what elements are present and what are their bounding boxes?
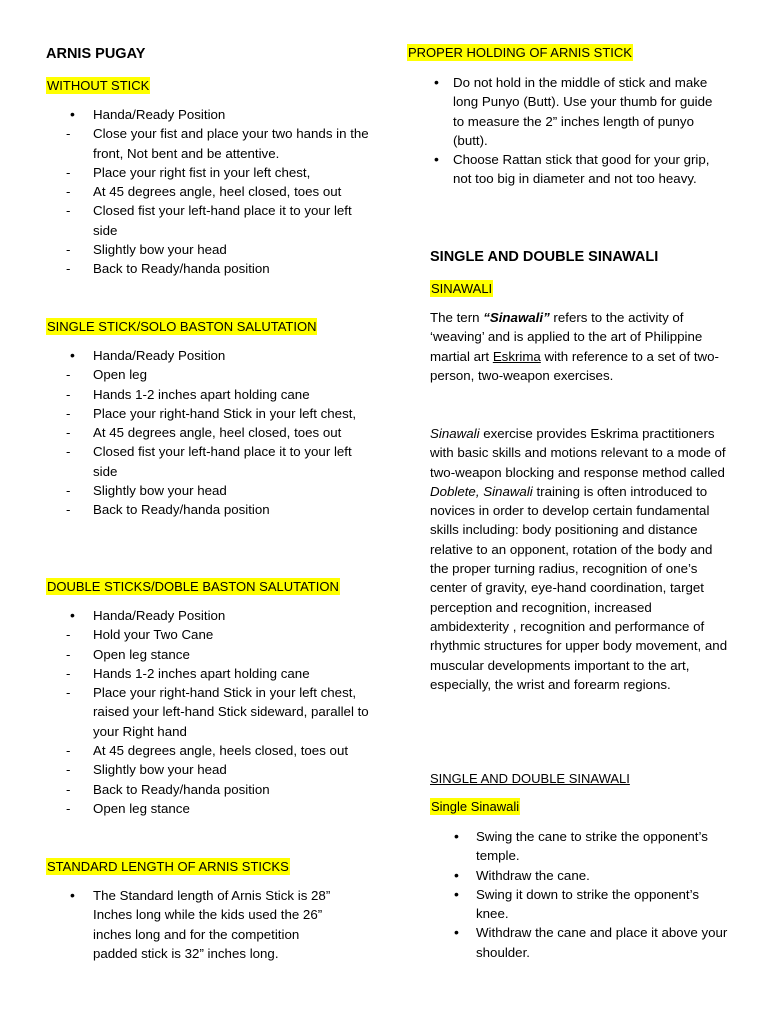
list-item-text: Swing it down to strike the opponent’s knee.	[476, 886, 699, 922]
dash-marker	[66, 365, 86, 384]
dash-marker	[66, 124, 86, 143]
list-item-text: Back to Ready/handa position	[93, 261, 270, 277]
list-item	[46, 606, 371, 625]
list-item-text: At 45 degrees angle, heel closed, toes out	[93, 184, 342, 200]
list-item	[46, 201, 371, 240]
list-standard-length	[46, 886, 346, 963]
dash-marker	[66, 481, 86, 500]
list-item-text: Close your fist and place your two hands in the front, Not bent and be attentive.	[93, 126, 369, 161]
list-item-text: Hold your Two Cane	[93, 627, 214, 643]
dash-marker	[66, 442, 86, 461]
list-item	[46, 259, 371, 278]
list-item-text: Place your right-hand Stick in your left chest, raised your left-hand Stick sideward, parallel to your Right hand	[93, 685, 369, 739]
list-item-text: Withdraw the cane.	[476, 867, 590, 883]
list-item-text: Back to Ready/handa position	[93, 781, 270, 797]
subheading-single-double-sinawali: SINGLE AND DOUBLE SINAWALI	[430, 771, 630, 786]
list-item	[46, 664, 371, 683]
dash-marker	[66, 385, 86, 404]
bullet-icon	[450, 827, 470, 846]
list-item	[46, 423, 371, 442]
heading-proper-holding: PROPER HOLDING OF ARNIS STICK	[408, 45, 632, 60]
list-item-text: Open leg stance	[93, 646, 190, 662]
list-item	[430, 827, 730, 866]
list-item	[430, 866, 730, 885]
list-item	[430, 923, 730, 962]
list-item	[46, 683, 371, 741]
dash-marker	[66, 799, 86, 818]
list-item	[430, 150, 720, 189]
list-double-sticks	[46, 606, 371, 818]
list-single-stick	[46, 346, 371, 520]
list-item-text: Handa/Ready Position	[93, 348, 226, 363]
dash-marker	[66, 500, 86, 519]
list-item-text: Slightly bow your head	[93, 483, 227, 499]
list-item	[46, 799, 371, 818]
list-item-text: Open leg stance	[93, 800, 190, 816]
list-item-text: Closed fist your left-hand place it to your left side	[93, 203, 352, 238]
sinawali-paragraph-1: The tern “Sinawali” refers to the activity of ‘weaving’ and is applied to the art of Philippine martial art Eskrima with reference to a set of two-person, two-weapon exercises.	[430, 310, 719, 383]
list-item	[46, 645, 371, 664]
heading-without-stick: WITHOUT STICK	[47, 78, 150, 93]
page-title: ARNIS PUGAY	[46, 46, 146, 62]
list-item	[46, 481, 371, 500]
list-item-text: Handa/Ready Position	[93, 608, 226, 623]
dash-marker	[66, 423, 86, 442]
list-proper-holding	[430, 73, 720, 189]
bullet-icon	[66, 105, 86, 124]
list-item-text: The Standard length of Arnis Stick is 28” Inches long while the kids used the 26” inches long and for the competition padded stick is 32” inches long.	[93, 888, 331, 961]
list-item	[46, 500, 371, 519]
bullet-icon	[430, 150, 450, 169]
list-single-sinawali	[430, 827, 730, 962]
list-item-text: At 45 degrees angle, heels closed, toes out	[93, 743, 349, 759]
dash-marker	[66, 760, 86, 779]
dash-marker	[66, 259, 86, 278]
list-item	[46, 163, 371, 182]
dash-marker	[66, 645, 86, 664]
list-item-text: Back to Ready/handa position	[93, 502, 270, 518]
list-item	[46, 240, 371, 259]
heading-single-stick: SINGLE STICK/SOLO BASTON SALUTATION	[47, 319, 317, 334]
list-item	[46, 365, 371, 384]
list-item	[46, 124, 371, 163]
dash-marker	[66, 163, 86, 182]
eskrima-link: Eskrima	[492, 348, 541, 364]
dash-marker	[66, 182, 86, 201]
dash-marker	[66, 664, 86, 683]
list-item	[46, 886, 346, 963]
list-item-text: Place your right-hand Stick in your left chest,	[93, 405, 357, 421]
heading-standard-length: STANDARD LENGTH OF ARNIS STICKS	[47, 859, 289, 874]
list-item-text: Slightly bow your head	[93, 242, 227, 258]
list-item	[46, 105, 371, 124]
list-item	[46, 741, 371, 760]
list-item-text: At 45 degrees angle, heel closed, toes out	[93, 425, 342, 441]
list-item	[46, 346, 371, 365]
dash-marker	[66, 683, 86, 702]
list-item	[46, 780, 371, 799]
bullet-icon	[66, 606, 86, 625]
sinawali-paragraph-2: Sinawali exercise provides Eskrima practitioners with basic skills and motions relevant to a mode of two-weapon blocking and response method called Doblete, Sinawali training is often introduced to novices in order to develop certain fundamental skills including: body positioning and distance relative to an opponent, rotation of the body and the proper turning radius, recognition of one’s center of gravity, eye-hand coordination, target perception and recognition, increased ambidexterity , recognition and performance of rhythmic structures for upper body movement, and muscular developments important to the art, especially, the wrist and forearm regions.	[430, 426, 728, 692]
bullet-icon	[450, 923, 470, 942]
list-item-text: Open leg	[93, 367, 147, 383]
list-item	[46, 404, 371, 423]
list-item-text: Swing the cane to strike the opponent’s temple.	[476, 829, 708, 864]
list-without-stick	[46, 105, 371, 279]
dash-marker	[66, 741, 86, 760]
list-item	[430, 885, 730, 924]
list-item	[46, 182, 371, 201]
heading-single-sinawali: Single Sinawali	[431, 799, 520, 814]
dash-marker	[66, 201, 86, 220]
dash-marker	[66, 404, 86, 423]
list-item-text: Withdraw the cane and place it above your shoulder.	[476, 925, 728, 960]
bullet-icon	[66, 886, 86, 905]
list-item-text: Closed fist your left-hand place it to your left side	[93, 444, 352, 479]
list-item-text: Hands 1-2 inches apart holding cane	[93, 665, 310, 681]
heading-double-sticks: DOUBLE STICKS/DOBLE BASTON SALUTATION	[47, 579, 339, 594]
bullet-icon	[430, 73, 450, 92]
bullet-icon	[450, 866, 470, 885]
list-item-text: Do not hold in the middle of stick and make long Punyo (Butt). Use your thumb for guide to measure the 2” inches length of punyo (butt).	[453, 75, 713, 148]
heading-sinawali: SINAWALI	[431, 281, 493, 296]
dash-marker	[66, 240, 86, 259]
list-item	[46, 625, 371, 644]
list-item	[430, 73, 720, 150]
list-item-text: Choose Rattan stick that good for your grip, not too big in diameter and not too heavy.	[453, 152, 710, 187]
list-item	[46, 760, 371, 779]
list-item	[46, 442, 371, 481]
dash-marker	[66, 625, 86, 644]
bullet-icon	[66, 346, 86, 365]
list-item	[46, 385, 371, 404]
list-item-text: Place your right fist in your left chest,	[93, 164, 311, 180]
list-item-text: Handa/Ready Position	[93, 107, 226, 122]
section-title-sinawali: SINGLE AND DOUBLE SINAWALI	[430, 249, 659, 265]
bullet-icon	[450, 885, 470, 904]
list-item-text: Slightly bow your head	[93, 762, 227, 778]
dash-marker	[66, 780, 86, 799]
list-item-text: Hands 1-2 inches apart holding cane	[93, 386, 310, 402]
